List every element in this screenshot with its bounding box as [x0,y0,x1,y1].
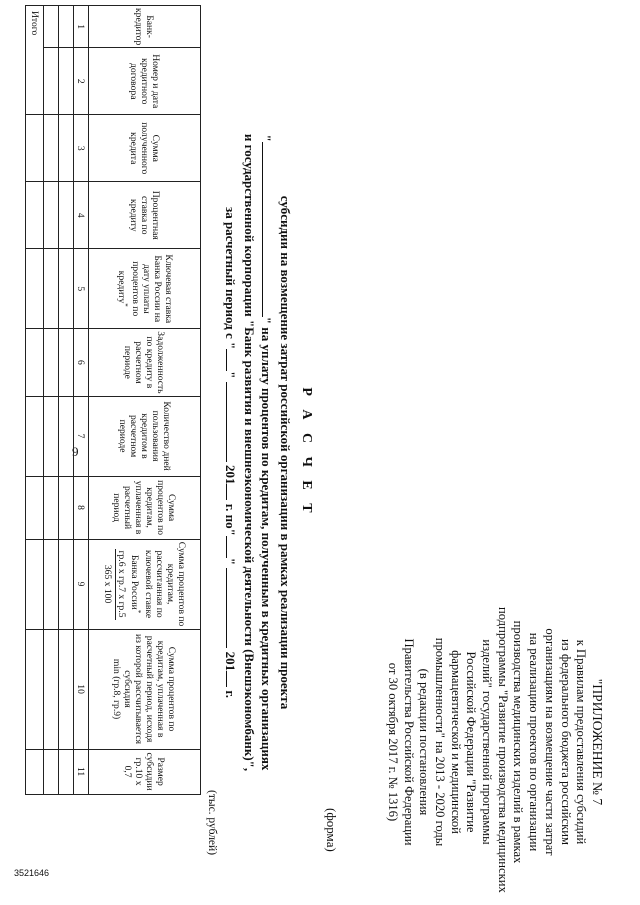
cell [26,329,44,396]
document-title: Р А С Ч Е Т [299,387,314,518]
cell [59,539,74,629]
cell [59,749,74,794]
quote: " [223,557,238,566]
cell [59,6,74,48]
footnote-mark: * [120,303,129,307]
heading-line-2-text: " на уплату процентов по кредитам, полученным в кредитных организациях [259,316,274,771]
cell [26,629,44,749]
column-number-row [74,6,89,795]
header-text: Ключевая ставка Банка России на дату уплаты процентов по кредиту [115,254,174,324]
formula-denominator: 365 х 100 [101,564,113,604]
from-day-blank [226,349,239,371]
appendix-line: подпрограммы "Развитие производства медицинских [495,607,510,893]
cell [44,249,59,329]
page-number: 9 [72,444,79,459]
appendix-title: "ПРИЛОЖЕНИЕ № 7 [590,678,605,806]
heading-line-3: и государственной корпорации "Банк развития и внешнеэкономической деятельности (Внешэкономбанк)", [242,133,257,772]
to-year-blank [226,671,239,687]
cell [44,749,59,794]
total-label: Итого [26,6,44,115]
table-header-row [89,6,201,795]
table-row [59,6,74,795]
header-text: Сумма процентов по кредитам, уплаченная в расчетный период, исходя из которой рассчитывается субсидия [122,634,178,745]
cell [44,6,59,48]
cell [59,396,74,476]
appendix-line: Правительства Российской Федерации [401,638,416,846]
year-suffix: г. [223,690,238,699]
to-month-blank [226,568,239,648]
period-to-label: г. по" [223,503,238,536]
heading-line-4 [222,0,239,905]
formula [102,542,127,627]
period-from-label: за расчетный период с " [223,206,238,350]
column-number: 1 [74,6,89,48]
cell [26,115,44,182]
appendix-line: организациям на возмещение части затрат [542,628,557,856]
appendix-line: из федерального бюджета российским [558,639,573,845]
cell [26,539,44,629]
cell [26,396,44,476]
column-number: 4 [74,182,89,249]
to-day-blank [226,536,239,558]
quote: " [223,371,238,379]
from-year-blank [226,484,239,500]
header-text: Сумма процентов по кредитам, рассчитанная по ключевой ставке Банка России [128,541,188,627]
cell [59,182,74,249]
header-cell: Задолженность по кредиту в расчетном периоде [89,329,201,396]
appendix-line: фармацевтической и медицинской [448,650,463,834]
appendix-line: изделий" государственной программы [480,639,495,845]
cell [26,182,44,249]
heading-quote: " [259,134,274,142]
column-number: 8 [74,476,89,539]
total-row [26,6,44,795]
cell [59,329,74,396]
appendix-line: на реализацию проектов по организации [527,632,542,852]
cell [59,249,74,329]
column-number: 2 [74,48,89,115]
units-label: (тыс. рублей) [206,790,218,856]
to-year: 201 [223,651,238,672]
heading-line-2 [258,0,275,905]
project-name-blank [262,142,275,317]
cell [26,249,44,329]
from-month-blank [226,382,239,462]
table-row [44,6,59,795]
cell [44,115,59,182]
heading-line-1: субсидии на возмещение затрат российской организации в рамках реализации проекта [278,195,293,710]
calculation-table [25,5,201,795]
header-cell: Размер субсидии гр.10 х 0,7 [89,749,201,794]
column-number: 3 [74,115,89,182]
appendix-line: к Правилам предоставления субсидий [574,639,589,845]
appendix-line: промышленности" на 2013 - 2020 годы [432,637,447,847]
appendix-line: производства медицинских изделий в рамках [511,620,526,864]
footnote-mark: * [134,609,143,614]
document-id: 3521646 [14,868,50,878]
cell [59,48,74,115]
appendix-block [384,607,605,893]
column-number: 10 [74,629,89,749]
from-year: 201 [223,464,238,485]
column-number: 7 [74,396,89,476]
cell [44,48,59,115]
cell [26,476,44,539]
cell [59,629,74,749]
formula-numerator: гр.6 х гр.7 х гр.5 [115,550,127,618]
header-cell [89,539,201,629]
header-cell [89,249,201,329]
header-cell: Номер и дата кредитного договора [89,48,201,115]
cell [44,396,59,476]
header-cell: Банк-кредитор [89,6,201,48]
cell [44,182,59,249]
column-number: 5 [74,249,89,329]
column-number: 6 [74,329,89,396]
column-number: 11 [74,749,89,794]
cell [44,329,59,396]
appendix-line: Российской Федерации "Развитие [464,651,479,833]
cell [44,539,59,629]
header-cell: Сумма процентов по кредитам, уплаченная в расчетный период [89,476,201,539]
cell [44,476,59,539]
cell [59,115,74,182]
appendix-line: от 30 октября 2017 г. № 1316) [385,662,400,822]
appendix-line: (в редакции постановления [417,668,432,816]
formula: min (гр.8, гр.9) [111,658,123,720]
header-cell: Процентная ставка по кредиту [89,182,201,249]
cell [59,476,74,539]
header-cell [89,629,201,749]
column-number: 9 [74,539,89,629]
cell [26,749,44,794]
cell [44,629,59,749]
header-cell: Количество дней пользования кредитом в расчетном периоде [89,396,201,476]
header-cell: Сумма полученного кредита [89,115,201,182]
form-label: (форма) [324,808,339,852]
